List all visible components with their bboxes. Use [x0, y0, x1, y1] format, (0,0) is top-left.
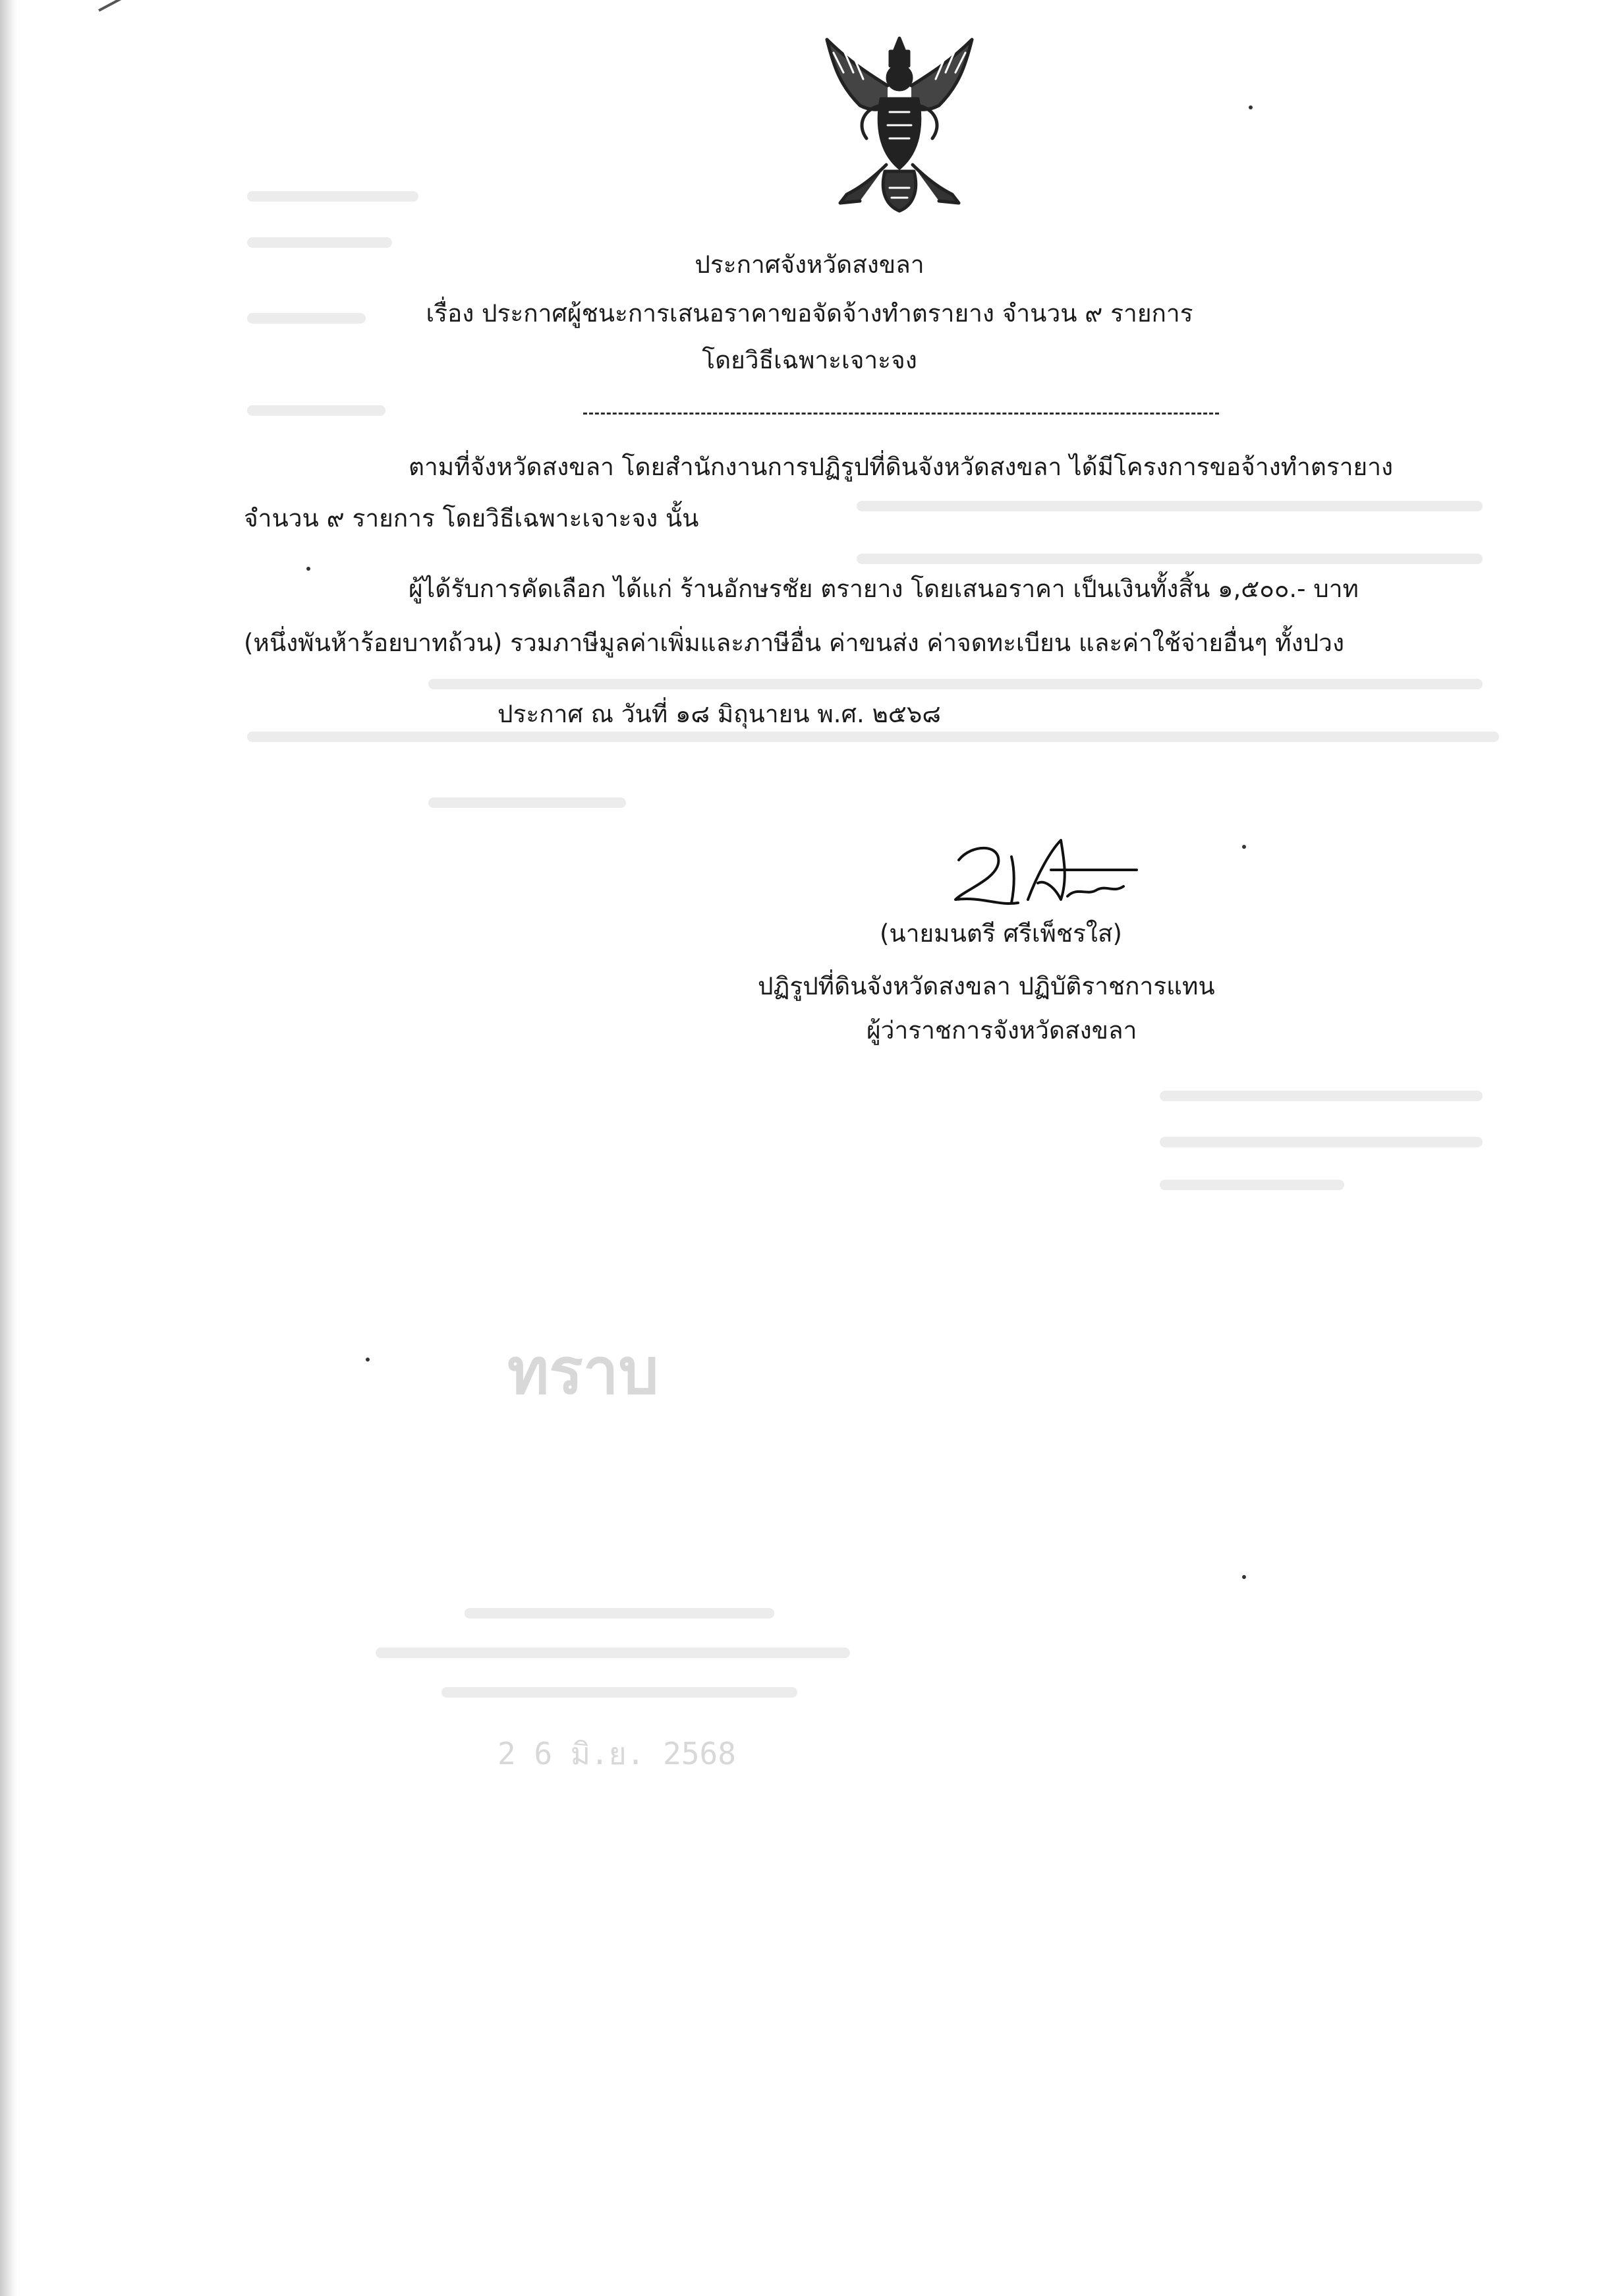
- document-subject: เรื่อง ประกาศผู้ชนะการเสนอราคาขอจัดจ้างทำตรายาง จำนวน ๙ รายการ: [426, 299, 1193, 328]
- document-heading: ประกาศจังหวัดสงขลา: [695, 250, 924, 279]
- bleed-through-line: [1160, 1091, 1483, 1101]
- scan-speck: [1249, 105, 1253, 109]
- bleed-through-line: [428, 797, 626, 808]
- paragraph-2-line-2: (หนึ่งพันห้าร้อยบาทถ้วน) รวมภาษีมูลค่าเพิ่มและภาษีอื่น ค่าขนส่ง ค่าจดทะเบียน และค่าใช้จ่ายอื่นๆ ทั้งปวง: [244, 629, 1345, 657]
- scan-speck: [306, 567, 310, 571]
- scan-speck: [1242, 1575, 1246, 1579]
- bleed-through-line: [247, 191, 418, 202]
- signatory-acting-for: ผู้ว่าราชการจังหวัดสงขลา: [866, 1016, 1137, 1045]
- bleed-through-line: [247, 732, 1499, 742]
- bleed-through-line: [857, 501, 1483, 511]
- signatory-name: (นายมนตรี ศรีเพ็ชรใส): [880, 919, 1122, 948]
- bleed-through-line: [247, 405, 385, 416]
- bleed-through-line: [857, 554, 1483, 564]
- scan-mark: [98, 0, 123, 12]
- paragraph-1-line-2: จำนวน ๙ รายการ โดยวิธีเฉพาะเจาะจง นั้น: [244, 504, 699, 532]
- announcement-date: ประกาศ ณ วันที่ ๑๘ มิถุนายน พ.ศ. ๒๕๖๘: [497, 700, 941, 728]
- bleed-through-date: 2 6 มิ.ย. 2568: [497, 1736, 736, 1771]
- bleed-through-stamp: ทราบ: [507, 1335, 659, 1408]
- procurement-method: โดยวิธีเฉพาะเจาะจง: [702, 346, 917, 374]
- handwritten-signature-icon: [946, 834, 1143, 919]
- header-divider: [583, 413, 1219, 415]
- scan-speck: [1242, 845, 1246, 849]
- scan-speck: [366, 1358, 370, 1362]
- bleed-through-line: [465, 1608, 774, 1619]
- bleed-through-line: [428, 679, 1483, 689]
- paragraph-1-line-1: ตามที่จังหวัดสงขลา โดยสำนักงานการปฏิรูปที่ดินจังหวัดสงขลา ได้มีโครงการขอจ้างทำตรายาง: [409, 453, 1394, 481]
- bleed-through-line: [247, 237, 392, 248]
- bleed-through-line: [1160, 1180, 1344, 1190]
- bleed-through-line: [376, 1648, 850, 1658]
- signatory-position: ปฏิรูปที่ดินจังหวัดสงขลา ปฏิบัติราชการแทน: [758, 972, 1215, 1000]
- bleed-through-line: [1160, 1137, 1483, 1147]
- paragraph-2-line-1: ผู้ได้รับการคัดเลือก ได้แก่ ร้านอักษรชัย ตรายาง โดยเสนอราคา เป็นเงินทั้งสิ้น ๑,๕๐๐.- บาท: [409, 575, 1359, 603]
- scan-edge-shadow: [0, 0, 17, 2296]
- garuda-emblem-icon: [807, 33, 992, 217]
- bleed-through-line: [441, 1687, 797, 1698]
